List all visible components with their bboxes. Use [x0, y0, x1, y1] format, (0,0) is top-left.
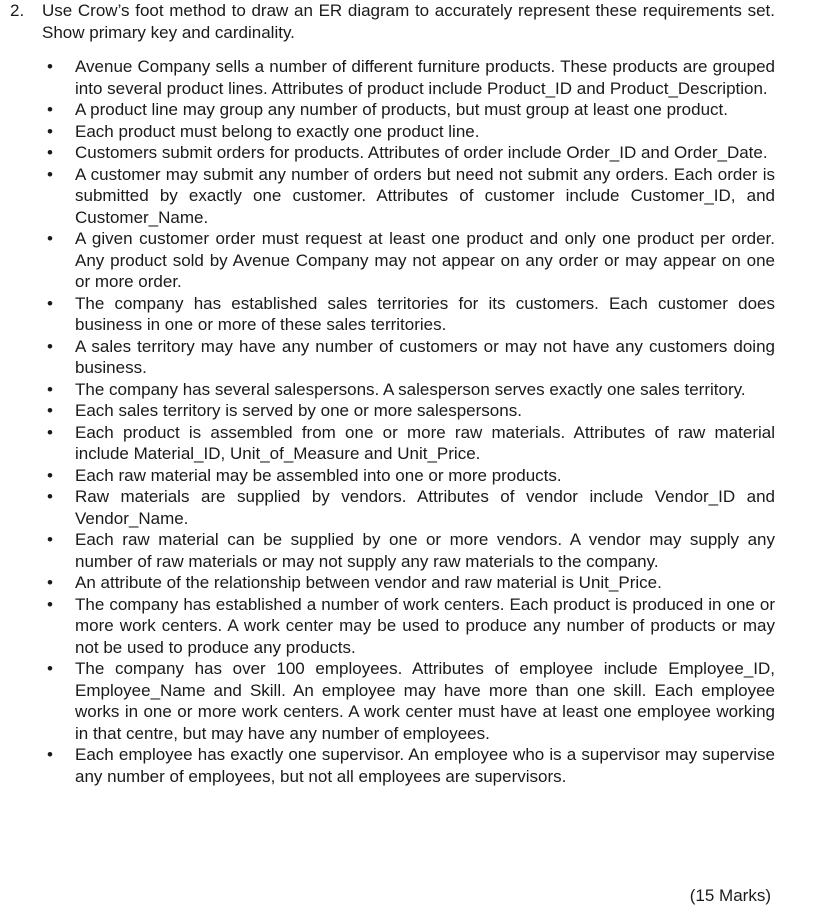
marks-label: (15 Marks) — [689, 886, 771, 905]
question-number: 2. — [10, 1, 25, 20]
requirement-text: Each product is assembled from one or more raw materials. Attributes of raw material include Material_ID, Unit_of_Measure and Unit_Price. — [75, 422, 775, 463]
bullet-icon: • — [47, 293, 53, 313]
bullet-icon: • — [47, 594, 53, 614]
bullet-icon: • — [47, 379, 53, 399]
requirement-item — [10, 99, 775, 121]
bullet-icon: • — [47, 100, 53, 119]
requirement-text: A sales territory may have any number of customers or may not have any customers doing business. — [75, 336, 775, 377]
requirement-text: Avenue Company sells a number of different furniture products. These products are grouped into several product lines. Attributes of product include Product_ID and Product_Description. — [75, 57, 775, 98]
requirement-text: Each sales territory is served by one or more salespersons. — [75, 401, 522, 420]
question-block — [10, 0, 775, 787]
bullet-icon: • — [47, 745, 53, 764]
bullet-icon: • — [47, 121, 53, 141]
requirement-item — [10, 293, 775, 336]
requirement-item — [10, 486, 775, 529]
requirement-item — [10, 228, 775, 293]
requirement-text: Each product must belong to exactly one product line. — [75, 121, 480, 141]
requirement-text: The company has established sales territories for its customers. Each customer does business in one or more of these sales territories. — [75, 293, 775, 334]
bullet-icon: • — [47, 573, 53, 592]
requirement-text: The company has established a number of work centers. Each product is produced in one or more work centers. A work center may be used to produce any number of products or may not be used to produce any products. — [75, 594, 775, 657]
requirement-text: An attribute of the relationship between vendor and raw material is Unit_Price. — [75, 573, 662, 592]
requirement-item — [10, 164, 775, 229]
bullet-icon: • — [47, 336, 53, 356]
requirements-list — [10, 56, 775, 787]
requirement-item — [10, 658, 775, 744]
requirement-item — [10, 465, 775, 487]
bullet-icon: • — [47, 57, 53, 76]
requirement-item — [10, 56, 775, 99]
bullet-icon: • — [47, 422, 53, 442]
requirement-item — [10, 121, 775, 143]
requirement-item — [10, 572, 775, 594]
requirement-text: Raw materials are supplied by vendors. Attributes of vendor include Vendor_ID and Vendor_Name. — [75, 487, 775, 528]
requirement-text: A given customer order must request at least one product and only one product per order. Any product sold by Avenue Company may not appear on any order or may appear on one or more order. — [75, 229, 775, 291]
bullet-icon: • — [47, 465, 53, 485]
bullet-icon: • — [47, 487, 53, 506]
requirement-text: Customers submit orders for products. Attributes of order include Order_ID and Order_Date. — [75, 143, 768, 162]
requirement-item — [10, 422, 775, 465]
bullet-icon: • — [47, 401, 53, 420]
requirement-item — [10, 379, 775, 401]
requirement-text: The company has several salespersons. A salesperson serves exactly one sales territory. — [75, 379, 746, 399]
bullet-icon: • — [47, 229, 53, 248]
bullet-icon: • — [47, 530, 53, 549]
requirement-text: Each raw material can be supplied by one or more vendors. A vendor may supply any number of raw materials or may not supply any raw materials to the company. — [75, 530, 775, 571]
bullet-icon: • — [47, 164, 53, 184]
bullet-icon: • — [47, 143, 53, 162]
requirement-text: Each raw material may be assembled into one or more products. — [75, 465, 562, 485]
requirement-item — [10, 594, 775, 659]
requirement-item — [10, 529, 775, 572]
question-header — [10, 0, 775, 43]
requirement-item — [10, 336, 775, 379]
requirement-item — [10, 744, 775, 787]
requirement-text: Each employee has exactly one supervisor. An employee who is a supervisor may supervise any number of employees, but not all employees are supervisors. — [75, 745, 775, 786]
requirement-text: A customer may submit any number of orders but need not submit any orders. Each order is submitted by exactly one customer. Attributes of customer include Customer_ID, and Customer_Name. — [75, 164, 775, 227]
requirement-item — [10, 400, 775, 422]
bullet-icon: • — [47, 659, 53, 678]
requirement-item — [10, 142, 775, 164]
requirement-text: A product line may group any number of products, but must group at least one product. — [75, 100, 728, 119]
requirement-text: The company has over 100 employees. Attributes of employee include Employee_ID, Employee_Name and Skill. An employee may have more than one skill. Each employee works in one or more work centers. A work center must have at least one employee working in that centre, but may have any number of employees. — [75, 659, 775, 743]
question-text: Use Crow’s foot method to draw an ER diagram to accurately represent these requirements set. Show primary key and cardinality. — [42, 1, 775, 42]
